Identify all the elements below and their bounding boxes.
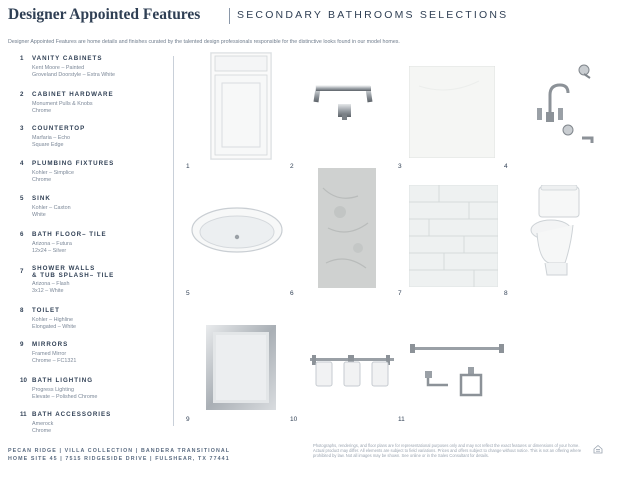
item-name: BATH ACCESSORIES bbox=[32, 411, 112, 418]
item-detail: White bbox=[32, 212, 46, 218]
vanity-cabinet-photo bbox=[210, 52, 272, 160]
item-detail: 12x24 – Silver bbox=[32, 248, 67, 254]
title-separator bbox=[229, 8, 230, 24]
item-number: 10 bbox=[20, 377, 27, 384]
photo-number: 5 bbox=[186, 290, 190, 297]
sink-photo bbox=[190, 205, 285, 257]
item-detail: Chrome bbox=[32, 177, 52, 183]
item-name-line2: & TUB SPLASH– TILE bbox=[32, 272, 115, 279]
item-detail: Progress Lighting bbox=[32, 387, 74, 393]
intro-text: Designer Appointed Features are home details and finishes curated by the talented design professionals responsible for the distinctive looks found in our model homes. bbox=[8, 39, 400, 45]
footer-disclaimer: Photographs, renderings, and floor plans are for representational purposes only and may not reflect the exact features or dimensions of your home. Actual product may differ. All elements are subject to field variations. Prices and offers subject to change without notice. This is not an offering where prohibited by law. Not all images may be shown. See online or in the Sales Consultant for details. bbox=[313, 443, 582, 459]
item-detail: Chrome bbox=[32, 428, 52, 434]
item-number: 11 bbox=[20, 411, 27, 418]
bath-floor-tile-photo bbox=[318, 168, 376, 288]
bath-lighting-photo bbox=[306, 350, 398, 390]
item-name: SINK bbox=[32, 195, 51, 202]
item-name: BATH LIGHTING bbox=[32, 377, 94, 384]
item-name: BATH FLOOR– TILE bbox=[32, 231, 107, 238]
photo-number: 10 bbox=[290, 416, 298, 423]
mirror-photo bbox=[206, 325, 276, 410]
item-detail: Arizona – Flash bbox=[32, 281, 70, 287]
item-number: 3 bbox=[20, 125, 24, 132]
item-name: CABINET HARDWARE bbox=[32, 91, 114, 98]
page-subtitle: SECONDARY BATHROOMS SELECTIONS bbox=[237, 9, 509, 21]
item-number: 4 bbox=[20, 160, 24, 167]
photo-number: 2 bbox=[290, 163, 294, 170]
toilet-photo bbox=[527, 185, 587, 280]
item-detail: Kent Moore – Painted bbox=[32, 65, 85, 71]
item-detail: Framed Mirror bbox=[32, 351, 67, 357]
item-number: 8 bbox=[20, 307, 24, 314]
item-detail: Groveland Doorstyle – Extra White bbox=[32, 72, 115, 78]
photo-number: 6 bbox=[290, 290, 294, 297]
item-detail: Arizona – Futura bbox=[32, 241, 72, 247]
photo-number: 4 bbox=[504, 163, 508, 170]
item-detail: Kohler – Highline bbox=[32, 317, 74, 323]
item-detail: Elevate – Polished Chrome bbox=[32, 394, 98, 400]
item-detail: Marfaria – Echo bbox=[32, 135, 71, 141]
item-number: 2 bbox=[20, 91, 24, 98]
item-detail: Square Edge bbox=[32, 142, 64, 148]
bath-accessories-photo bbox=[408, 335, 508, 400]
page-header bbox=[8, 6, 613, 46]
item-detail: Elongated – White bbox=[32, 324, 77, 330]
footer-line-2: HOME SITE 45 | 7515 RIDGESIDE DRIVE | FULSHEAR, TX 77441 bbox=[8, 456, 230, 462]
item-number: 6 bbox=[20, 231, 24, 238]
page-title: Designer Appointed Features bbox=[8, 6, 201, 23]
item-detail: Kohler – Simplice bbox=[32, 170, 74, 176]
photo-number: 8 bbox=[504, 290, 508, 297]
footer-address bbox=[8, 447, 230, 463]
item-detail: 3x12 – White bbox=[32, 288, 64, 294]
item-name: SHOWER WALLS bbox=[32, 265, 96, 272]
item-number: 7 bbox=[20, 268, 24, 275]
shower-wall-tile-photo bbox=[409, 185, 498, 287]
item-detail: Kohler – Caxton bbox=[32, 205, 71, 211]
item-detail: Amerock bbox=[32, 421, 54, 427]
item-detail: Chrome – FC1321 bbox=[32, 358, 77, 364]
photo-number: 9 bbox=[186, 416, 190, 423]
photo-number: 7 bbox=[398, 290, 402, 297]
item-detail: Chrome bbox=[32, 108, 52, 114]
item-name: PLUMBING FIXTURES bbox=[32, 160, 115, 167]
item-name: COUNTERTOP bbox=[32, 125, 86, 132]
cabinet-hardware-photo bbox=[308, 80, 378, 125]
plumbing-fixtures-photo bbox=[520, 60, 605, 155]
footer-line-1: PECAN RIDGE | VILLA COLLECTION | BANDERA TRANSITIONAL bbox=[8, 448, 231, 454]
item-detail: Monument Pulls & Knobs bbox=[32, 101, 93, 107]
item-name: VANITY CABINETS bbox=[32, 55, 103, 62]
item-name: TOILET bbox=[32, 307, 60, 314]
photo-number: 1 bbox=[186, 163, 190, 170]
photo-number: 3 bbox=[398, 163, 402, 170]
item-number: 5 bbox=[20, 195, 24, 202]
item-name: MIRRORS bbox=[32, 341, 69, 348]
vertical-divider bbox=[173, 56, 174, 426]
item-number: 1 bbox=[20, 55, 24, 62]
item-number: 9 bbox=[20, 341, 24, 348]
photo-number: 11 bbox=[398, 416, 405, 423]
countertop-photo bbox=[409, 66, 495, 158]
equal-housing-icon bbox=[593, 444, 603, 454]
